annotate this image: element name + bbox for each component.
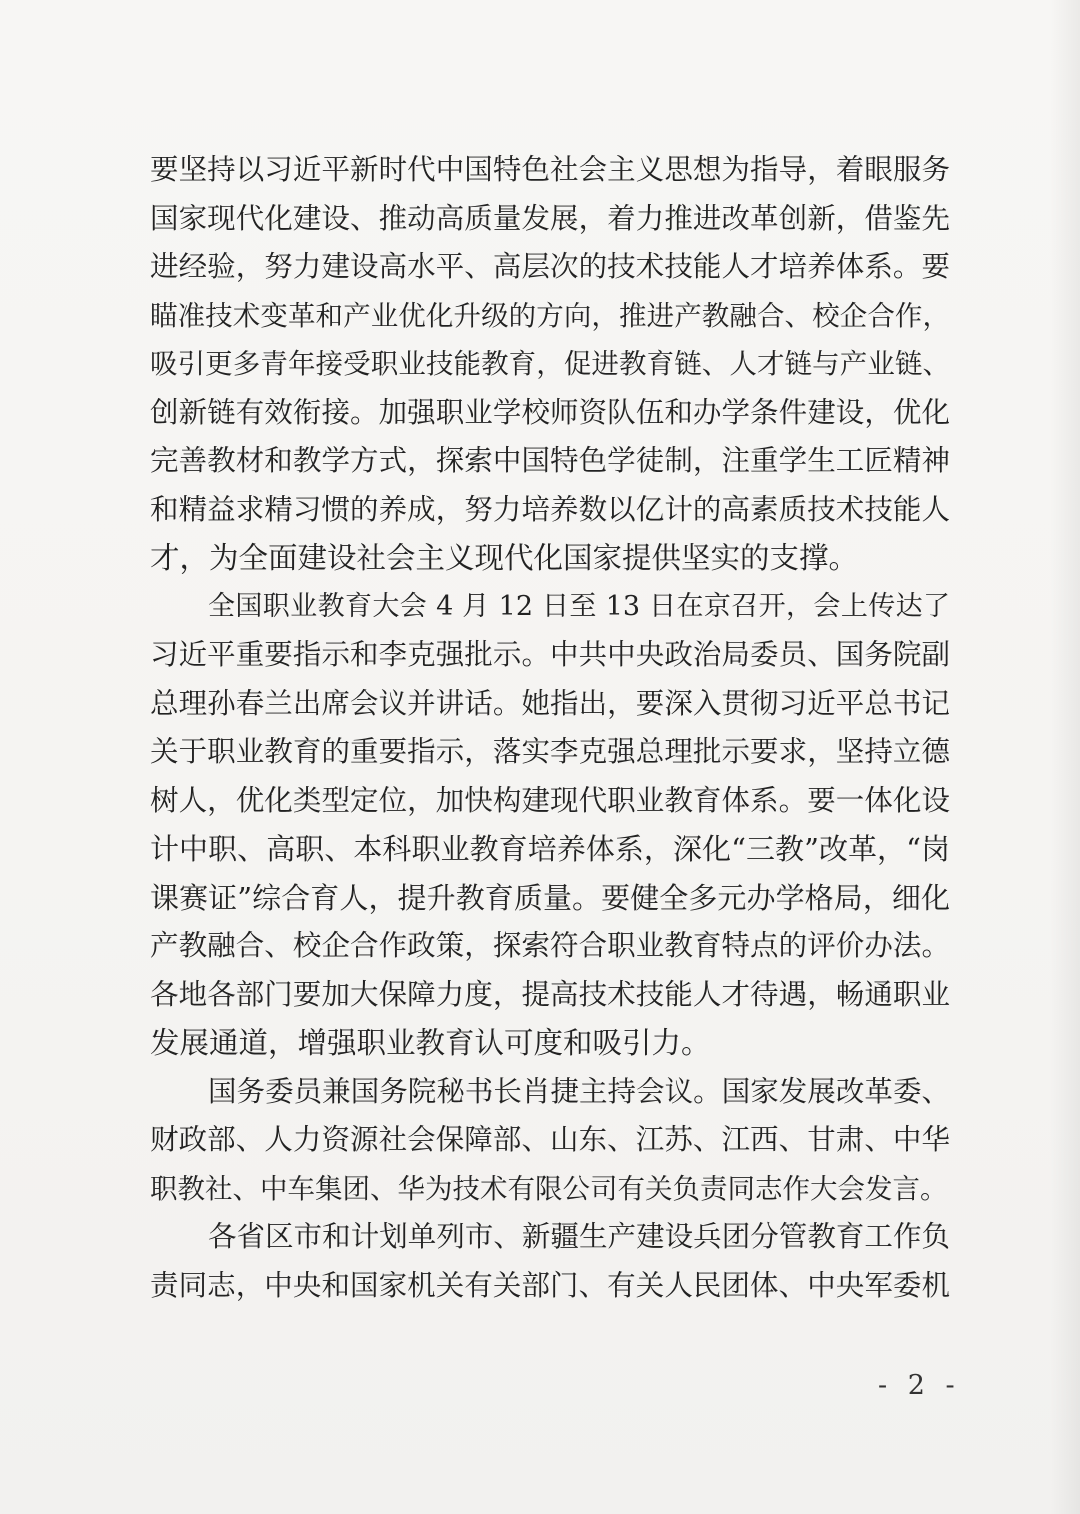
paragraph (150, 583, 950, 1068)
text-line: 要坚持以习近平新时代中国特色社会主义思想为指导，着眼服务 (150, 153, 950, 186)
paragraph (150, 1213, 950, 1310)
text-line: 吸引更多青年接受职业技能教育，促进教育链、人才链与产业链、 (150, 348, 950, 380)
text-line: 创新链有效衔接。加强职业学校师资队伍和办学条件建设，优化 (150, 395, 950, 429)
text-line: 总理孙春兰出席会议并讲话。她指出，要深入贯彻习近平总书记 (150, 686, 950, 720)
paragraph (150, 146, 950, 583)
text-line: 和精益求精习惯的养成，努力培养数以亿计的高素质技术技能人 (150, 492, 950, 526)
text-line: 课赛证”综合育人，提升教育质量。要健全多元办学格局，细化 (150, 880, 950, 915)
text-line: 发展通道，增强职业教育认可度和吸引力。 (150, 1026, 711, 1060)
paragraph (150, 1068, 950, 1214)
text-line: 各地各部门要加大保障力度，提高技术技能人才待遇，畅通职业 (150, 977, 950, 1011)
text-line: 瞄准技术变革和产业优化升级的方向，推进产教融合、校企合作， (150, 299, 950, 332)
document-body (150, 146, 950, 1310)
text-line: 国家现代化建设、推动高质量发展，着力推进改革创新，借鉴先 (150, 201, 950, 235)
text-line: 各省区市和计划单列市、新疆生产建设兵团分管教育工作负 (208, 1220, 950, 1253)
text-line: 责同志，中央和国家机关有关部门、有关人民团体、中央军委机 (150, 1268, 950, 1302)
text-line: 产教融合、校企合作政策，探索符合职业教育特点的评价办法。 (150, 929, 950, 962)
text-line: 树人，优化类型定位，加快构建现代职业教育体系。要一体化设 (150, 783, 950, 817)
text-line: 职教社、中车集团、华为技术有限公司有关负责同志作大会发言。 (150, 1172, 948, 1205)
page-number: - 2 - (878, 1370, 961, 1401)
page-edge-shadow (1050, 0, 1080, 1514)
text-line: 关于职业教育的重要指示，落实李克强总理批示要求，坚持立德 (150, 735, 950, 768)
text-line: 完善教材和教学方式，探索中国特色学徒制，注重学生工匠精神 (150, 444, 950, 477)
text-line: 进经验，努力建设高水平、高层次的技术技能人才培养体系。要 (150, 250, 950, 283)
text-line: 计中职、高职、本科职业教育培养体系，深化“三教”改革，“岗 (150, 832, 950, 866)
text-line: 习近平重要指示和李克强批示。中共中央政治局委员、国务院副 (150, 638, 950, 671)
text-line: 国务委员兼国务院秘书长肖捷主持会议。国家发展改革委、 (208, 1074, 950, 1108)
text-line: 全国职业教育大会 4 月 12 日至 13 日在京召开，会上传达了 (208, 590, 950, 622)
text-line: 财政部、人力资源社会保障部、山东、江苏、江西、甘肃、中华 (150, 1123, 950, 1156)
text-line: 才，为全面建设社会主义现代化国家提供坚实的支撑。 (150, 541, 859, 575)
